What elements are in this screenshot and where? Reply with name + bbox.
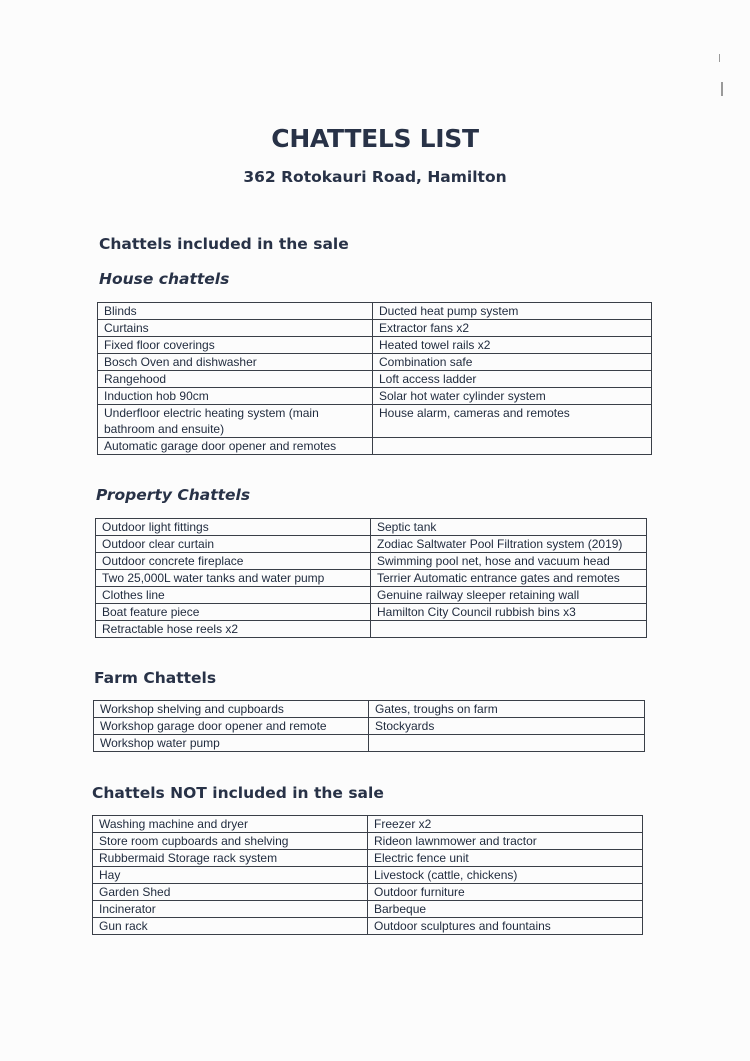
- table-row: [93, 918, 643, 935]
- property-chattels-table: [95, 518, 647, 638]
- chattel-item: Automatic garage door opener and remotes: [98, 438, 373, 455]
- chattel-item: Gates, troughs on farm: [369, 701, 645, 718]
- chattel-item: Boat feature piece: [96, 604, 371, 621]
- chattel-item: Retractable hose reels x2: [96, 621, 371, 638]
- chattel-item: Induction hob 90cm: [98, 388, 373, 405]
- chattel-item: Fixed floor coverings: [98, 337, 373, 354]
- chattel-item: Rubbermaid Storage rack system: [93, 850, 368, 867]
- chattel-item: Workshop shelving and cupboards: [94, 701, 369, 718]
- table-row: [96, 587, 647, 604]
- table-row: [96, 570, 647, 587]
- chattel-item: [371, 621, 647, 638]
- farm-chattels-table: [93, 700, 645, 752]
- chattel-item: Outdoor light fittings: [96, 519, 371, 536]
- chattel-item: Curtains: [98, 320, 373, 337]
- property-chattels-heading: Property Chattels: [96, 486, 251, 504]
- chattel-item: [369, 735, 645, 752]
- house-chattels-heading: House chattels: [99, 270, 230, 288]
- chattel-item: Zodiac Saltwater Pool Filtration system (2019): [371, 536, 647, 553]
- chattel-item: Loft access ladder: [373, 371, 652, 388]
- table-row: [93, 816, 643, 833]
- chattel-item: Hay: [93, 867, 368, 884]
- chattel-item: Barbeque: [368, 901, 643, 918]
- table-row: [93, 884, 643, 901]
- chattel-item: Underfloor electric heating system (main bathroom and ensuite): [98, 405, 373, 438]
- table-row: [98, 354, 652, 371]
- chattel-item: Septic tank: [371, 519, 647, 536]
- not-included-table: [92, 815, 643, 935]
- table-row: [93, 850, 643, 867]
- table-row: [96, 536, 647, 553]
- chattel-item: Bosch Oven and dishwasher: [98, 354, 373, 371]
- scan-mark: [721, 82, 723, 96]
- chattel-item: Outdoor concrete fireplace: [96, 553, 371, 570]
- chattel-item: Clothes line: [96, 587, 371, 604]
- property-address: 362 Rotokauri Road, Hamilton: [243, 168, 507, 186]
- table-row: [98, 337, 652, 354]
- chattel-item: Electric fence unit: [368, 850, 643, 867]
- chattel-item: Two 25,000L water tanks and water pump: [96, 570, 371, 587]
- chattel-item: Rideon lawnmower and tractor: [368, 833, 643, 850]
- table-row: [98, 371, 652, 388]
- table-row: [93, 833, 643, 850]
- table-row: [93, 867, 643, 884]
- table-row: [94, 718, 645, 735]
- chattel-item: Terrier Automatic entrance gates and remotes: [371, 570, 647, 587]
- chattel-item: Washing machine and dryer: [93, 816, 368, 833]
- chattel-item: Ducted heat pump system: [373, 303, 652, 320]
- page-title: CHATTELS LIST: [271, 124, 479, 153]
- not-included-heading: Chattels NOT included in the sale: [92, 784, 384, 802]
- table-row: [98, 405, 652, 438]
- table-row: [98, 438, 652, 455]
- chattel-item: Garden Shed: [93, 884, 368, 901]
- table-row: [98, 388, 652, 405]
- included-heading: Chattels included in the sale: [99, 235, 349, 253]
- chattel-item: Outdoor sculptures and fountains: [368, 918, 643, 935]
- table-row: [98, 303, 652, 320]
- chattel-item: Extractor fans x2: [373, 320, 652, 337]
- table-row: [94, 701, 645, 718]
- table-row: [93, 901, 643, 918]
- chattel-item: Gun rack: [93, 918, 368, 935]
- chattel-item: Outdoor clear curtain: [96, 536, 371, 553]
- chattel-item: Workshop water pump: [94, 735, 369, 752]
- chattel-item: [373, 438, 652, 455]
- chattel-item: Livestock (cattle, chickens): [368, 867, 643, 884]
- chattel-item: Heated towel rails x2: [373, 337, 652, 354]
- table-row: [94, 735, 645, 752]
- chattel-item: Genuine railway sleeper retaining wall: [371, 587, 647, 604]
- table-row: [96, 553, 647, 570]
- chattel-item: Hamilton City Council rubbish bins x3: [371, 604, 647, 621]
- table-row: [96, 604, 647, 621]
- table-row: [96, 519, 647, 536]
- chattel-item: Incinerator: [93, 901, 368, 918]
- chattel-item: Outdoor furniture: [368, 884, 643, 901]
- farm-chattels-heading: Farm Chattels: [94, 669, 217, 687]
- chattel-item: Blinds: [98, 303, 373, 320]
- chattel-item: Swimming pool net, hose and vacuum head: [371, 553, 647, 570]
- chattel-item: Store room cupboards and shelving: [93, 833, 368, 850]
- chattel-item: Solar hot water cylinder system: [373, 388, 652, 405]
- chattel-item: Combination safe: [373, 354, 652, 371]
- chattel-item: Stockyards: [369, 718, 645, 735]
- house-chattels-table: [97, 302, 652, 455]
- table-row: [98, 320, 652, 337]
- scan-mark: [719, 54, 720, 62]
- table-row: [96, 621, 647, 638]
- chattel-item: Workshop garage door opener and remote: [94, 718, 369, 735]
- chattel-item: House alarm, cameras and remotes: [373, 405, 652, 438]
- chattel-item: Rangehood: [98, 371, 373, 388]
- chattel-item: Freezer x2: [368, 816, 643, 833]
